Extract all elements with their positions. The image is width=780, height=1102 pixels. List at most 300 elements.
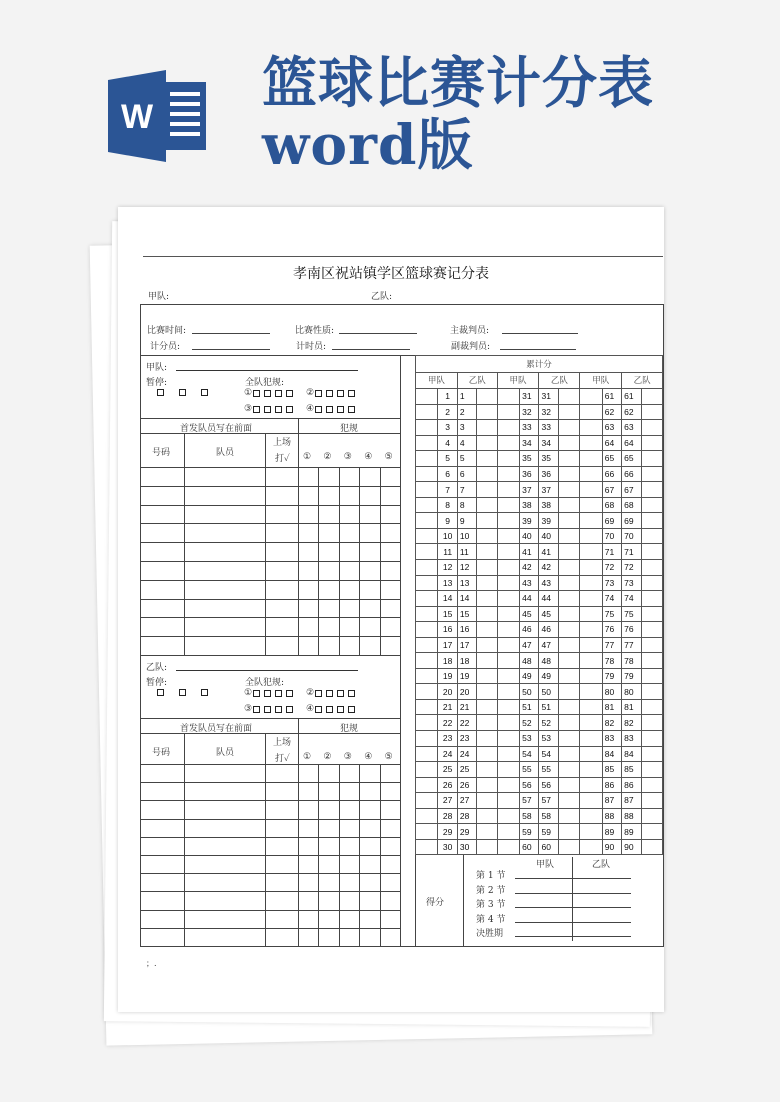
score-mark-cell[interactable]: [477, 777, 497, 793]
score-mark-cell[interactable]: [580, 389, 602, 405]
score-mark-cell[interactable]: [580, 466, 602, 482]
score-number-cell: 22: [438, 715, 457, 731]
score-mark-cell[interactable]: [580, 762, 602, 778]
score-mark-cell[interactable]: [416, 451, 438, 467]
team-foul-checkbox[interactable]: [253, 406, 260, 413]
player-row[interactable]: [140, 505, 400, 506]
team-foul-checkbox[interactable]: [337, 390, 344, 397]
score-number-cell: 33: [520, 420, 539, 436]
team-name-line[interactable]: [176, 370, 358, 371]
score-mark-cell[interactable]: [580, 731, 602, 747]
score-number-cell: 79: [622, 668, 641, 684]
score-mark-cell[interactable]: [641, 793, 662, 809]
score-mark-cell[interactable]: [641, 622, 662, 638]
score-mark-cell[interactable]: [580, 746, 602, 762]
score-mark-cell[interactable]: [497, 451, 519, 467]
score-mark-cell[interactable]: [641, 653, 662, 669]
score-mark-cell[interactable]: [641, 451, 662, 467]
score-number-cell: 85: [622, 762, 641, 778]
score-mark-cell[interactable]: [416, 528, 438, 544]
score-mark-cell[interactable]: [558, 513, 579, 529]
score-number-cell: 36: [539, 466, 558, 482]
team-foul-checkbox[interactable]: [348, 690, 355, 697]
team-foul-checkbox[interactable]: [253, 690, 260, 697]
score-mark-cell[interactable]: [641, 497, 662, 513]
score-mark-cell[interactable]: [558, 544, 579, 560]
score-mark-cell[interactable]: [416, 731, 438, 747]
score-mark-cell[interactable]: [497, 762, 519, 778]
team-foul-checkbox[interactable]: [326, 406, 333, 413]
player-row[interactable]: [140, 561, 400, 562]
score-mark-cell[interactable]: [558, 731, 579, 747]
score-mark-cell[interactable]: [497, 839, 519, 855]
score-mark-cell[interactable]: [477, 497, 497, 513]
score-mark-cell[interactable]: [416, 684, 438, 700]
score-mark-cell[interactable]: [558, 684, 579, 700]
score-mark-cell[interactable]: [416, 777, 438, 793]
score-mark-cell[interactable]: [580, 528, 602, 544]
team-foul-checkbox[interactable]: [326, 706, 333, 713]
score-mark-cell[interactable]: [580, 684, 602, 700]
score-number-cell: 25: [438, 762, 457, 778]
score-mark-cell[interactable]: [416, 762, 438, 778]
score-number-cell: 82: [602, 715, 621, 731]
score-mark-cell[interactable]: [641, 528, 662, 544]
player-row[interactable]: [140, 819, 400, 820]
score-mark-cell[interactable]: [558, 591, 579, 607]
score-mark-cell[interactable]: [580, 451, 602, 467]
score-number-cell: 36: [520, 466, 539, 482]
score-mark-cell[interactable]: [558, 420, 579, 436]
timeout-checkbox[interactable]: [179, 689, 186, 696]
score-mark-cell[interactable]: [641, 699, 662, 715]
score-mark-cell[interactable]: [580, 839, 602, 855]
score-mark-cell[interactable]: [477, 575, 497, 591]
cumulative-row: [416, 606, 663, 622]
cumulative-row: [416, 513, 663, 529]
team-foul-checkbox[interactable]: [286, 390, 293, 397]
divider: [298, 718, 299, 946]
cumulative-score-table: [415, 355, 663, 855]
quarter-label-q3: ③: [244, 404, 253, 414]
score-number-cell: 63: [602, 420, 621, 436]
score-mark-cell[interactable]: [416, 482, 438, 498]
score-mark-cell[interactable]: [416, 560, 438, 576]
timer-label: 计时员:: [296, 342, 327, 352]
cumulative-row: [416, 575, 663, 591]
foul-number-header: ④: [364, 452, 373, 462]
score-mark-cell[interactable]: [477, 808, 497, 824]
score-mark-cell[interactable]: [558, 466, 579, 482]
score-mark-cell[interactable]: [416, 420, 438, 436]
player-row[interactable]: [140, 891, 400, 892]
score-mark-cell[interactable]: [477, 560, 497, 576]
score-mark-cell[interactable]: [477, 793, 497, 809]
score-mark-cell[interactable]: [497, 699, 519, 715]
score-number-cell: 17: [457, 637, 476, 653]
score-mark-cell[interactable]: [641, 637, 662, 653]
score-number-cell: 61: [622, 389, 641, 405]
score-mark-cell[interactable]: [477, 839, 497, 855]
team-foul-checkbox[interactable]: [337, 706, 344, 713]
score-mark-cell[interactable]: [497, 420, 519, 436]
score-mark-cell[interactable]: [580, 544, 602, 560]
divider: [140, 718, 400, 719]
score-mark-cell[interactable]: [416, 824, 438, 840]
player-row[interactable]: [140, 599, 400, 600]
period-score-line[interactable]: [515, 936, 631, 937]
score-mark-cell[interactable]: [497, 684, 519, 700]
score-number-cell: 82: [622, 715, 641, 731]
score-mark-cell[interactable]: [580, 560, 602, 576]
cumulative-header-team_a: 甲队: [580, 372, 622, 389]
score-mark-cell[interactable]: [580, 793, 602, 809]
team-foul-checkbox[interactable]: [264, 406, 271, 413]
score-mark-cell[interactable]: [558, 404, 579, 420]
timeout-checkbox[interactable]: [201, 389, 208, 396]
score-mark-cell[interactable]: [580, 699, 602, 715]
team-foul-checkbox[interactable]: [264, 690, 271, 697]
score-number-cell: 74: [602, 591, 621, 607]
team-foul-checkbox[interactable]: [286, 406, 293, 413]
score-mark-cell[interactable]: [580, 653, 602, 669]
score-mark-cell[interactable]: [416, 389, 438, 405]
score-mark-cell[interactable]: [580, 808, 602, 824]
score-number-cell: 90: [602, 839, 621, 855]
score-mark-cell[interactable]: [558, 560, 579, 576]
score-mark-cell[interactable]: [416, 622, 438, 638]
score-mark-cell[interactable]: [497, 731, 519, 747]
score-mark-cell[interactable]: [477, 389, 497, 405]
score-mark-cell[interactable]: [558, 622, 579, 638]
score-number-cell: 23: [457, 731, 476, 747]
score-mark-cell[interactable]: [477, 513, 497, 529]
score-mark-cell[interactable]: [497, 560, 519, 576]
score-mark-cell[interactable]: [416, 435, 438, 451]
score-mark-cell[interactable]: [477, 699, 497, 715]
score-mark-cell[interactable]: [580, 637, 602, 653]
score-mark-cell[interactable]: [477, 622, 497, 638]
score-mark-cell[interactable]: [641, 746, 662, 762]
score-number-cell: 58: [539, 808, 558, 824]
score-mark-cell[interactable]: [641, 482, 662, 498]
score-mark-cell[interactable]: [477, 668, 497, 684]
score-mark-cell[interactable]: [641, 731, 662, 747]
team-foul-checkbox[interactable]: [348, 406, 355, 413]
team-foul-checkbox[interactable]: [348, 390, 355, 397]
score-mark-cell[interactable]: [416, 497, 438, 513]
score-mark-cell[interactable]: [416, 808, 438, 824]
score-mark-cell[interactable]: [477, 606, 497, 622]
score-mark-cell[interactable]: [416, 668, 438, 684]
score-number-cell: 10: [457, 528, 476, 544]
team-foul-checkbox[interactable]: [348, 706, 355, 713]
score-mark-cell[interactable]: [641, 560, 662, 576]
score-mark-cell[interactable]: [641, 420, 662, 436]
score-mark-cell[interactable]: [580, 435, 602, 451]
score-number-cell: 5: [438, 451, 457, 467]
cumulative-row: [416, 466, 663, 482]
score-mark-cell[interactable]: [641, 575, 662, 591]
score-mark-cell[interactable]: [416, 637, 438, 653]
score-mark-cell[interactable]: [477, 544, 497, 560]
player-row[interactable]: [140, 486, 400, 487]
team-foul-checkbox[interactable]: [275, 390, 282, 397]
score-number-cell: 26: [438, 777, 457, 793]
score-mark-cell[interactable]: [477, 637, 497, 653]
score-mark-cell[interactable]: [416, 606, 438, 622]
team-foul-checkbox[interactable]: [253, 706, 260, 713]
score-mark-cell[interactable]: [580, 482, 602, 498]
score-mark-cell[interactable]: [497, 466, 519, 482]
score-mark-cell[interactable]: [641, 839, 662, 855]
cumulative-row: [416, 591, 663, 607]
score-mark-cell[interactable]: [477, 466, 497, 482]
team-foul-checkbox[interactable]: [253, 390, 260, 397]
score-mark-cell[interactable]: [558, 762, 579, 778]
score-mark-cell[interactable]: [641, 404, 662, 420]
score-mark-cell[interactable]: [477, 435, 497, 451]
score-number-cell: 66: [602, 466, 621, 482]
score-number-cell: 81: [602, 699, 621, 715]
score-mark-cell[interactable]: [558, 793, 579, 809]
score-mark-cell[interactable]: [641, 544, 662, 560]
score-mark-cell[interactable]: [477, 746, 497, 762]
team-foul-checkbox[interactable]: [337, 406, 344, 413]
score-mark-cell[interactable]: [580, 591, 602, 607]
score-mark-cell[interactable]: [497, 513, 519, 529]
team-foul-checkbox[interactable]: [286, 706, 293, 713]
score-number-cell: 55: [520, 762, 539, 778]
score-number-cell: 45: [539, 606, 558, 622]
score-mark-cell[interactable]: [580, 513, 602, 529]
score-mark-cell[interactable]: [477, 482, 497, 498]
score-mark-cell[interactable]: [641, 762, 662, 778]
player-row[interactable]: [140, 910, 400, 911]
period-score-line[interactable]: [515, 922, 631, 923]
score-number-cell: 24: [457, 746, 476, 762]
score-mark-cell[interactable]: [580, 420, 602, 436]
timeout-checkbox[interactable]: [157, 389, 164, 396]
score-mark-cell[interactable]: [641, 808, 662, 824]
score-mark-cell[interactable]: [580, 824, 602, 840]
score-mark-cell[interactable]: [580, 668, 602, 684]
score-mark-cell[interactable]: [497, 824, 519, 840]
score-mark-cell[interactable]: [558, 389, 579, 405]
period-score-line[interactable]: [515, 907, 631, 908]
score-mark-cell[interactable]: [497, 653, 519, 669]
team-foul-checkbox[interactable]: [315, 706, 322, 713]
score-mark-cell[interactable]: [580, 622, 602, 638]
timeout-checkbox[interactable]: [157, 689, 164, 696]
score-mark-cell[interactable]: [497, 622, 519, 638]
score-mark-cell[interactable]: [558, 715, 579, 731]
score-mark-cell[interactable]: [558, 668, 579, 684]
score-mark-cell[interactable]: [497, 404, 519, 420]
period-score-line[interactable]: [515, 878, 631, 879]
score-mark-cell[interactable]: [477, 762, 497, 778]
cumulative-row: [416, 715, 663, 731]
player-header: 队员: [216, 448, 235, 458]
team-foul-checkbox[interactable]: [315, 690, 322, 697]
player-row[interactable]: [140, 855, 400, 856]
score-mark-cell[interactable]: [558, 606, 579, 622]
team-foul-checkbox[interactable]: [275, 706, 282, 713]
player-row[interactable]: [140, 782, 400, 783]
score-mark-cell[interactable]: [497, 606, 519, 622]
score-mark-cell[interactable]: [416, 793, 438, 809]
score-mark-cell[interactable]: [580, 777, 602, 793]
score-mark-cell[interactable]: [558, 824, 579, 840]
score-mark-cell[interactable]: [580, 606, 602, 622]
score-mark-cell[interactable]: [641, 435, 662, 451]
score-number-cell: 77: [622, 637, 641, 653]
score-mark-cell[interactable]: [477, 420, 497, 436]
player-row[interactable]: [140, 580, 400, 581]
on-court-header: 上场: [273, 738, 292, 748]
score-mark-cell[interactable]: [580, 715, 602, 731]
score-mark-cell[interactable]: [416, 746, 438, 762]
score-mark-cell[interactable]: [558, 839, 579, 855]
score-mark-cell[interactable]: [497, 575, 519, 591]
team-foul-checkbox[interactable]: [315, 390, 322, 397]
score-mark-cell[interactable]: [416, 591, 438, 607]
score-mark-cell[interactable]: [497, 591, 519, 607]
team-foul-checkbox[interactable]: [275, 690, 282, 697]
player-row[interactable]: [140, 636, 400, 637]
score-mark-cell[interactable]: [477, 684, 497, 700]
score-mark-cell[interactable]: [558, 497, 579, 513]
team-name-line[interactable]: [176, 670, 358, 671]
score-mark-cell[interactable]: [497, 668, 519, 684]
score-mark-cell[interactable]: [416, 466, 438, 482]
team-foul-checkbox[interactable]: [337, 690, 344, 697]
cumulative-row: [416, 497, 663, 513]
score-mark-cell[interactable]: [416, 404, 438, 420]
score-number-cell: 54: [539, 746, 558, 762]
score-mark-cell[interactable]: [477, 824, 497, 840]
score-mark-cell[interactable]: [416, 513, 438, 529]
player-row[interactable]: [140, 542, 400, 543]
score-mark-cell[interactable]: [477, 731, 497, 747]
score-mark-cell[interactable]: [558, 699, 579, 715]
score-number-cell: 8: [438, 497, 457, 513]
score-mark-cell[interactable]: [416, 653, 438, 669]
fouls-header: 犯规: [340, 724, 359, 734]
score-mark-cell[interactable]: [558, 746, 579, 762]
score-mark-cell[interactable]: [477, 404, 497, 420]
score-mark-cell[interactable]: [580, 404, 602, 420]
team-foul-checkbox[interactable]: [286, 690, 293, 697]
cumulative-row: [416, 699, 663, 715]
score-mark-cell[interactable]: [497, 482, 519, 498]
score-mark-cell[interactable]: [558, 528, 579, 544]
score-mark-cell[interactable]: [641, 668, 662, 684]
score-mark-cell[interactable]: [641, 513, 662, 529]
timeout-checkbox[interactable]: [201, 689, 208, 696]
score-mark-cell[interactable]: [477, 528, 497, 544]
score-mark-cell[interactable]: [558, 777, 579, 793]
score-mark-cell[interactable]: [477, 715, 497, 731]
score-mark-cell[interactable]: [641, 606, 662, 622]
score-mark-cell[interactable]: [641, 715, 662, 731]
footer-mark: ；.: [146, 959, 157, 968]
score-mark-cell[interactable]: [558, 575, 579, 591]
team-foul-checkbox[interactable]: [326, 390, 333, 397]
score-mark-cell[interactable]: [497, 777, 519, 793]
player-row[interactable]: [140, 617, 400, 618]
period-score-line[interactable]: [515, 893, 631, 894]
player-row[interactable]: [140, 873, 400, 874]
score-mark-cell[interactable]: [497, 497, 519, 513]
score-mark-cell[interactable]: [641, 684, 662, 700]
score-number-cell: 42: [539, 560, 558, 576]
player-row[interactable]: [140, 800, 400, 801]
score-mark-cell[interactable]: [641, 591, 662, 607]
score-mark-cell[interactable]: [477, 653, 497, 669]
score-mark-cell[interactable]: [497, 746, 519, 762]
score-number-cell: 37: [539, 482, 558, 498]
score-mark-cell[interactable]: [416, 715, 438, 731]
player-row[interactable]: [140, 523, 400, 524]
team-b-label: 乙队:: [371, 292, 393, 302]
player-row[interactable]: [140, 928, 400, 929]
score-mark-cell[interactable]: [558, 435, 579, 451]
score-mark-cell[interactable]: [558, 637, 579, 653]
player-row[interactable]: [140, 764, 400, 765]
score-mark-cell[interactable]: [497, 389, 519, 405]
score-mark-cell[interactable]: [497, 544, 519, 560]
score-mark-cell[interactable]: [558, 653, 579, 669]
score-mark-cell[interactable]: [497, 435, 519, 451]
score-mark-cell[interactable]: [580, 497, 602, 513]
score-mark-cell[interactable]: [558, 808, 579, 824]
score-mark-cell[interactable]: [416, 575, 438, 591]
score-mark-cell[interactable]: [416, 699, 438, 715]
score-mark-cell[interactable]: [641, 466, 662, 482]
score-number-cell: 47: [539, 637, 558, 653]
score-mark-cell[interactable]: [497, 808, 519, 824]
team-foul-checkbox[interactable]: [326, 690, 333, 697]
divider: [140, 418, 400, 419]
player-row[interactable]: [140, 467, 400, 468]
score-mark-cell[interactable]: [558, 482, 579, 498]
score-mark-cell[interactable]: [641, 389, 662, 405]
score-number-cell: 27: [457, 793, 476, 809]
player-row[interactable]: [140, 837, 400, 838]
score-mark-cell[interactable]: [558, 451, 579, 467]
score-mark-cell[interactable]: [477, 451, 497, 467]
score-mark-cell[interactable]: [477, 591, 497, 607]
score-mark-cell[interactable]: [497, 793, 519, 809]
score-mark-cell[interactable]: [497, 715, 519, 731]
score-mark-cell[interactable]: [641, 777, 662, 793]
team-foul-checkbox[interactable]: [315, 406, 322, 413]
score-number-cell: 83: [622, 731, 641, 747]
score-mark-cell[interactable]: [416, 839, 438, 855]
timeout-checkbox[interactable]: [179, 389, 186, 396]
score-mark-cell[interactable]: [497, 637, 519, 653]
score-mark-cell[interactable]: [580, 575, 602, 591]
score-mark-cell[interactable]: [497, 528, 519, 544]
score-number-cell: 72: [602, 560, 621, 576]
score-mark-cell[interactable]: [641, 824, 662, 840]
team-foul-checkbox[interactable]: [264, 390, 271, 397]
team-foul-checkbox[interactable]: [275, 406, 282, 413]
score-number-cell: 40: [520, 528, 539, 544]
score-mark-cell[interactable]: [416, 544, 438, 560]
team-foul-checkbox[interactable]: [264, 706, 271, 713]
